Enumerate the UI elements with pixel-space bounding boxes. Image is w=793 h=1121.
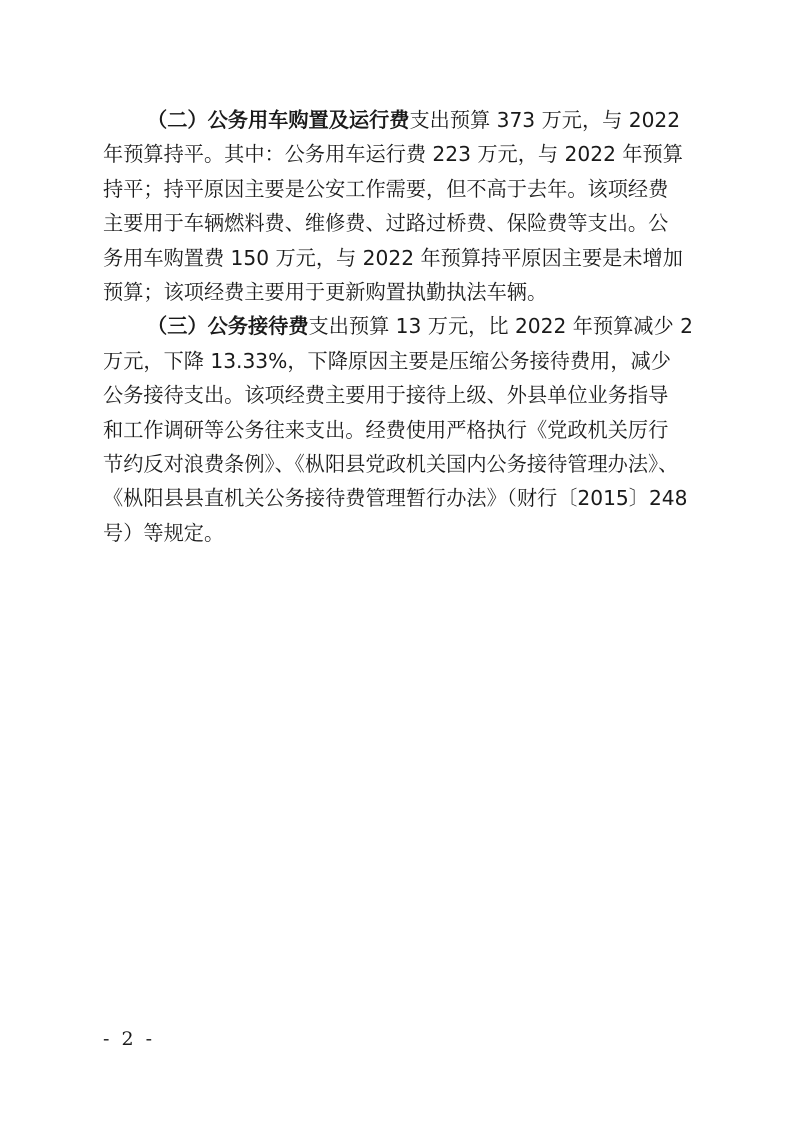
- paragraph-line: 节约反对浪费条例》、《枞阳县党政机关国内公务接待管理办法》、: [103, 451, 679, 476]
- body-text: [103, 103, 695, 550]
- paragraph-line: 号）等规定。: [103, 520, 225, 545]
- paragraph-line: 万元，下降 13.33%，下降原因主要是压缩公务接待费用，减少: [103, 348, 671, 373]
- section-heading: （三）公务接待费: [147, 314, 309, 339]
- paragraph-line: 《枞阳县县直机关公务接待费管理暂行办法》（财行〔2015〕248: [103, 486, 688, 511]
- paragraph-line: [103, 103, 695, 137]
- paragraph-line: 公务接待支出。该项经费主要用于接待上级、外县单位业务指导: [103, 383, 669, 408]
- paragraph-line: 主要用于车辆燃料费、维修费、过路过桥费、保险费等支出。公: [103, 211, 669, 236]
- paragraph-line: 和工作调研等公务往来支出。经费使用严格执行《党政机关厉行: [103, 417, 669, 442]
- page-number: - 2 -: [103, 1028, 156, 1050]
- paragraph-line: [103, 309, 695, 343]
- paragraph-line: 预算；该项经费主要用于更新购置执勤执法车辆。: [103, 279, 548, 304]
- paragraph-text: 支出预算 373 万元，与 2022: [409, 108, 681, 132]
- paragraph-line: 年预算持平。其中：公务用车运行费 223 万元，与 2022 年预算: [103, 142, 683, 167]
- paragraph-line: 务用车购置费 150 万元，与 2022 年预算持平原因主要是未增加: [103, 245, 683, 270]
- paragraph-text: 支出预算 13 万元，比 2022 年预算减少 2: [308, 314, 693, 339]
- paragraph-line: 持平；持平原因主要是公安工作需要，但不高于去年。该项经费: [103, 176, 669, 201]
- section-heading: （二）公务用车购置及运行费: [147, 108, 410, 132]
